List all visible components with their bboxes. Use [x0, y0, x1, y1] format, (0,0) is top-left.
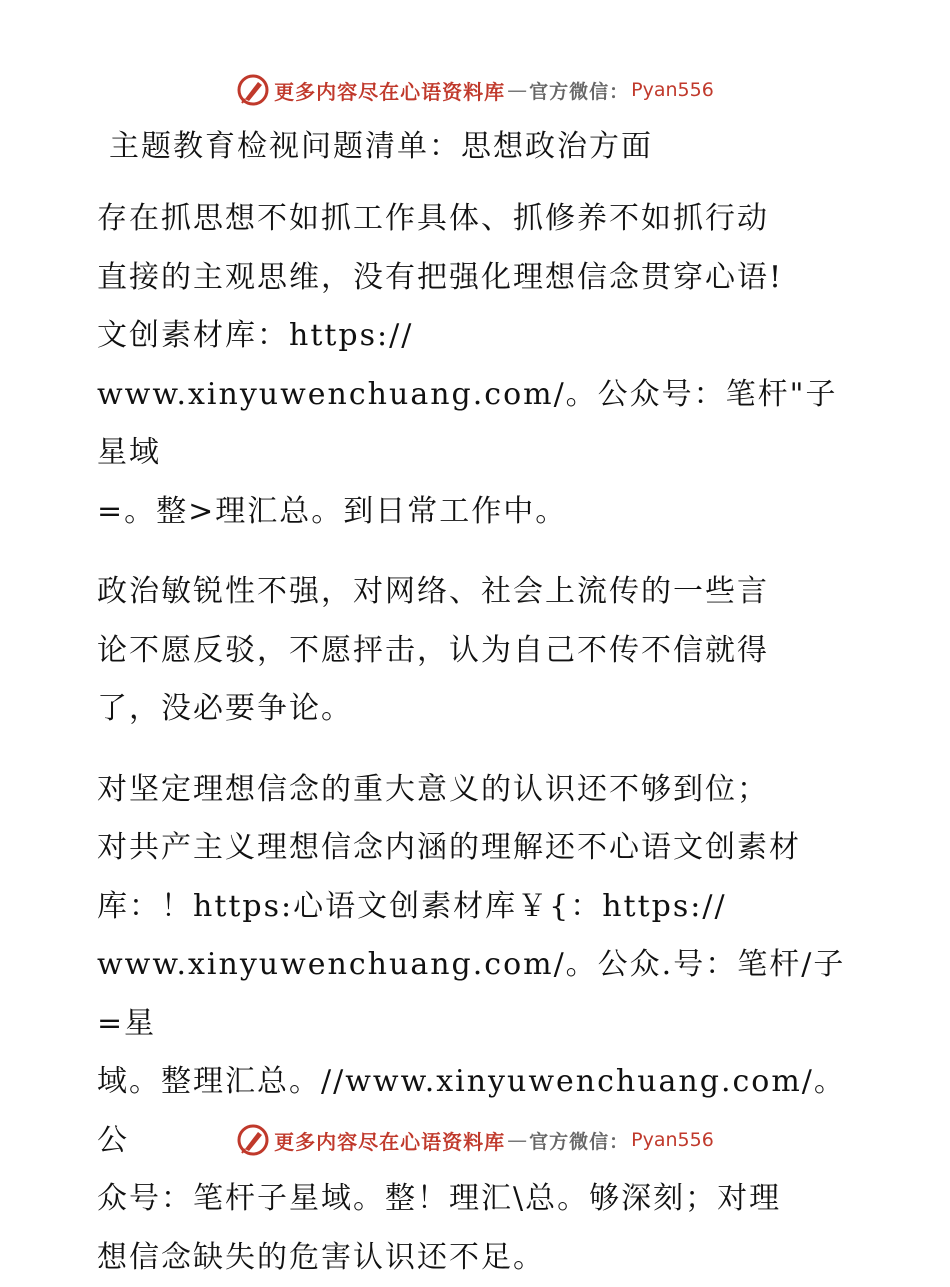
quill-pen-icon — [236, 73, 270, 107]
quill-pen-icon — [236, 1123, 270, 1157]
banner-label: 官方微信： — [529, 1127, 629, 1154]
banner-separator: — — [507, 78, 527, 102]
banner-text: 更多内容尽在心语资料库 — [274, 1126, 505, 1155]
document-title: 主题教育检视问题清单：思想政治方面 — [109, 118, 857, 176]
banner-text: 更多内容尽在心语资料库 — [274, 76, 505, 105]
header-banner — [0, 70, 950, 110]
banner-label: 官方微信： — [529, 77, 629, 104]
banner-wechat-id: Pyan556 — [631, 79, 714, 101]
footer-banner — [0, 1120, 950, 1160]
banner-separator: — — [507, 1128, 527, 1152]
paragraph-1: 存在抓思想不如抓工作具体、抓修养不如抓行动 直接的主观思维，没有把强化理想信念贯穿心语! 文创素材库：https:// www.xinyuwenchuang.com/。公众号：笔杆"子星域 =。整>理汇总。到日常工作中。 — [97, 190, 857, 541]
banner-wechat-id: Pyan556 — [631, 1129, 714, 1151]
paragraph-2: 政治敏锐性不强，对网络、社会上流传的一些言 论不愿反驳，不愿抨击，认为自己不传不信就得 了，没必要争论。 — [97, 563, 857, 739]
paragraph-3: 对坚定理想信念的重大意义的认识还不够到位； 对共产主义理想信念内涵的理解还不心语文创素材 库：！https:心语文创素材库￥{：https:// www.xinyuwenchuang.com/。公众.号：笔杆/子=星 域。整理汇总。//www.xinyuwenchuang.com/。公 众号：笔杆子星域。整！理汇\总。够深刻；对理 想信念缺失的危害认识还不足。 — [97, 761, 857, 1287]
document-body — [97, 118, 857, 1287]
